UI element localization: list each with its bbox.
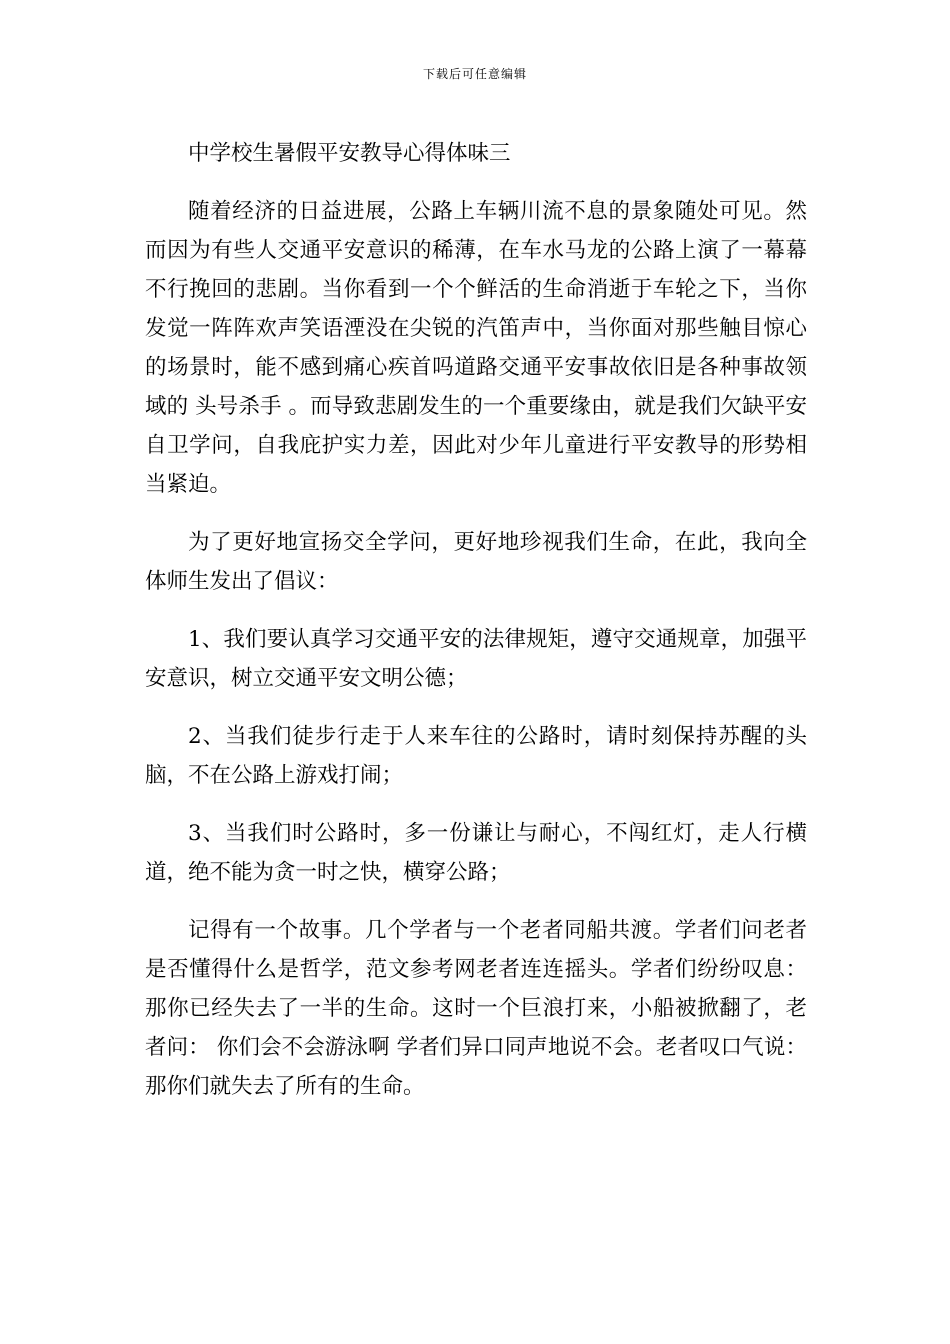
document-body: [145, 134, 807, 1106]
document-title: 中学校生暑假平安教导心得体味三: [188, 141, 511, 166]
paragraph-story: 记得有一个故事。几个学者与一个老者同船共渡。学者们问老者是否懂得什么是哲学，范文参考网老者连连摇头。学者们纷纷叹息：那你已经失去了一半的生命。这时一个巨浪打来，小船被掀翻了，老者问： 你们会不会游泳啊 学者们异口同声地说不会。老者叹口气说： 那你们就失去了所有的生命。: [145, 918, 807, 1099]
download-edit-note: 下载后可任意编辑: [422, 67, 527, 81]
page-header: [0, 66, 950, 82]
paragraph-item-1: 1、我们要认真学习交通平安的法律规矩，遵守交通规章，加强平安意识，树立交通平安文明公德；: [145, 627, 807, 691]
paragraph-item-3: 3、当我们时公路时，多一份谦让与耐心，不闯红灯，走人行横道，绝不能为贪一时之快，横穿公路；: [145, 821, 807, 885]
paragraph-proposal: 为了更好地宣扬交全学问，更好地珍视我们生命，在此，我向全体师生发出了倡议：: [145, 530, 807, 594]
paragraph-item-2: 2、当我们徒步行走于人来车往的公路时，请时刻保持苏醒的头脑，不在公路上游戏打闹；: [145, 724, 807, 788]
paragraph-intro: 随着经济的日益进展，公路上车辆川流不息的景象随处可见。然而因为有些人交通平安意识的稀薄，在车水马龙的公路上演了一幕幕不行挽回的悲剧。当你看到一个个鲜活的生命消逝于车轮之下，当你发觉一阵阵欢声笑语湮没在尖锐的汽笛声中，当你面对那些触目惊心的场景时，能不感到痛心疾首吗道路交通平安事故依旧是各种事故领域的 头号杀手 。而导致悲剧发生的一个重要缘由，就是我们欠缺平安自卫学问，自我庇护实力差，因此对少年儿童进行平安教导的形势相当紧迫。: [145, 199, 807, 497]
